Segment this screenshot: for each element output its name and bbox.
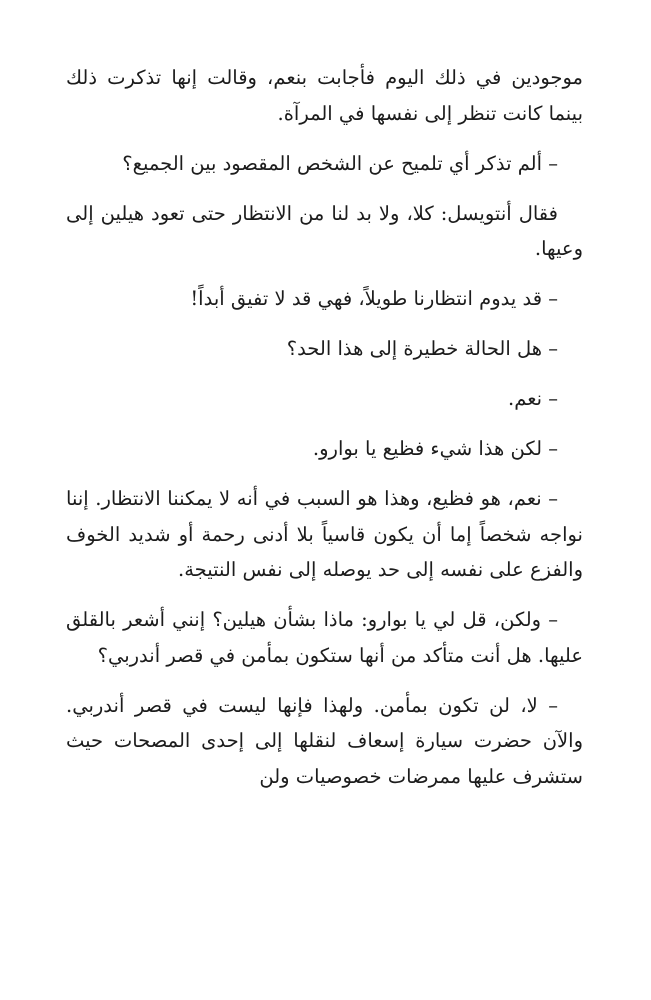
- paragraph-3: فقال أنتويسل: كلا، ولا بد لنا من الانتظار حتى تعود هيلين إلى وعيها.: [66, 201, 583, 260]
- paragraph-5: – هل الحالة خطيرة إلى هذا الحد؟: [286, 337, 558, 360]
- paragraph-2: – ألم تذكر أي تلميح عن الشخص المقصود بين الجميع؟: [122, 151, 558, 175]
- paragraph-10: – لا، لن تكون بمأمن. ولهذا فإنها ليست في قصر أندربي. والآن حضرت سيارة إسعاف لنقلها إلى إحدى المصحات حيث ستشرف عليها ممرضات خصوصيات ولن: [66, 693, 583, 788]
- book-page: [66, 60, 583, 809]
- paragraph-7: – لكن هذا شيء فظيع يا بوارو.: [312, 437, 558, 460]
- paragraph-9: – ولكن، قل لي يا بوارو: ماذا بشأن هيلين؟ إنني أشعر بالقلق عليها. هل أنت متأكد من أنها ستكون بمأمن في قصر أندربي؟: [66, 608, 583, 667]
- paragraph-1: موجودين في ذلك اليوم فأجابت بنعم، وقالت إنها تذكرت ذلك بينما كانت تنظر إلى نفسها في المرآة.: [66, 66, 583, 125]
- paragraph-8: – نعم، هو فظيع، وهذا هو السبب في أنه لا يمكننا الانتظار. إننا نواجه شخصاً إما أن يكون قاسياً بلا أدنى رحمة أو شديد الخوف والفزع على نفسه إلى حد يوصله إلى نفس النتيجة.: [66, 487, 583, 581]
- paragraph-6: – نعم.: [508, 387, 558, 410]
- paragraph-4: – قد يدوم انتظارنا طويلاً، فهي قد لا تفيق أبداً!: [190, 287, 558, 310]
